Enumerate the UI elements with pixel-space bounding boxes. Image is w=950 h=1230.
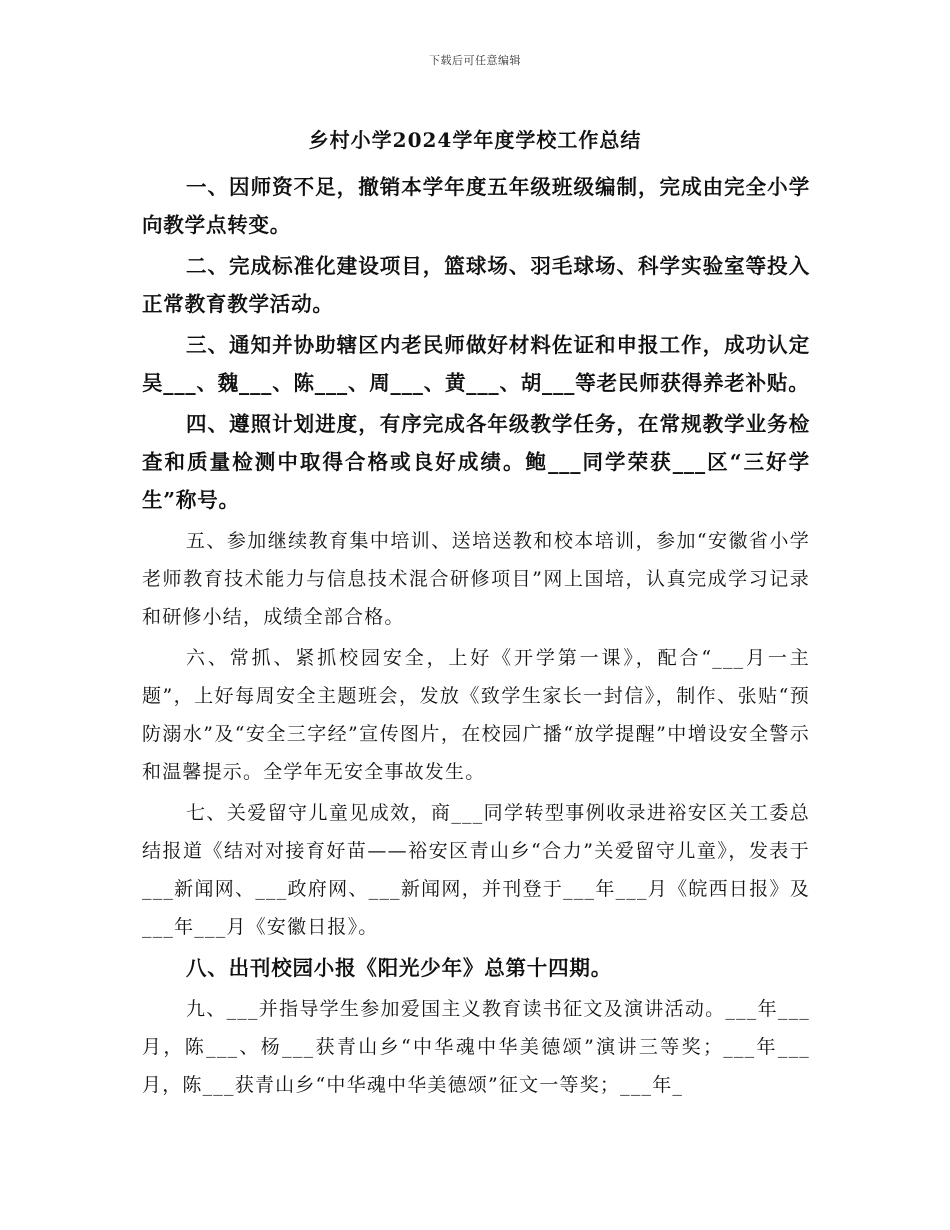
paragraph-9: 九、___并指导学生参加爱国主义教育读书征文及演讲活动。___年___月，陈___、杨___获青山乡“中华魂中华美德颂”演讲三等奖；___年___月，陈___获青山乡“中华魂中华美德颂”征文一等奖；___年_ xyxy=(142,998,810,1096)
paragraph-3: 三、通知并协助辖区内老民师做好材料佐证和申报工作，成功认定吴___、魏___、陈___、周___、黄___、胡___等老民师获得养老补贴。 xyxy=(142,333,810,395)
paragraph-6: 六、常抓、紧抓校园安全，上好《开学第一课》，配合“___月一主题”，上好每周安全主题班会，发放《致学生家长一封信》，制作、张贴“预防溺水”及“安全三字经”宣传图片，在校园广播“放学提醒”中增设安全警示和温馨提示。全学年无安全事故发生。 xyxy=(142,647,810,783)
paragraph-7: 七、关爱留守儿童见成效，商___同学转型事例收录进裕安区关工委总结报道《结对对接育好苗——裕安区青山乡“合力”关爱留守儿童》，发表于___新闻网、___政府网、___新闻网，并刊登于___年___月《皖西日报》及___年___月《安徽日报》。 xyxy=(142,802,810,938)
paragraph-2: 二、完成标准化建设项目，篮球场、羽毛球场、科学实验室等投入正常教育教学活动。 xyxy=(142,254,810,316)
document-body xyxy=(142,168,810,1107)
document-title: 乡村小学2024学年度学校工作总结 xyxy=(308,128,642,152)
header-note: 下载后可任意编辑 xyxy=(429,54,521,67)
paragraph-5: 五、参加继续教育集中培训、送培送教和校本培训，参加“安徽省小学老师教育技术能力与信息技术混合研修项目”网上国培，认真完成学习记录和研修小结，成绩全部合格。 xyxy=(142,530,810,628)
paragraph-4: 四、遵照计划进度，有序完成各年级教学任务，在常规教学业务检查和质量检测中取得合格或良好成绩。鲍___同学荣获___区“三好学生”称号。 xyxy=(142,412,810,512)
paragraph-1: 一、因师资不足，撤销本学年度五年级班级编制，完成由完全小学向教学点转变。 xyxy=(142,175,810,237)
paragraph-8: 八、出刊校园小报《阳光少年》总第十四期。 xyxy=(186,956,612,980)
